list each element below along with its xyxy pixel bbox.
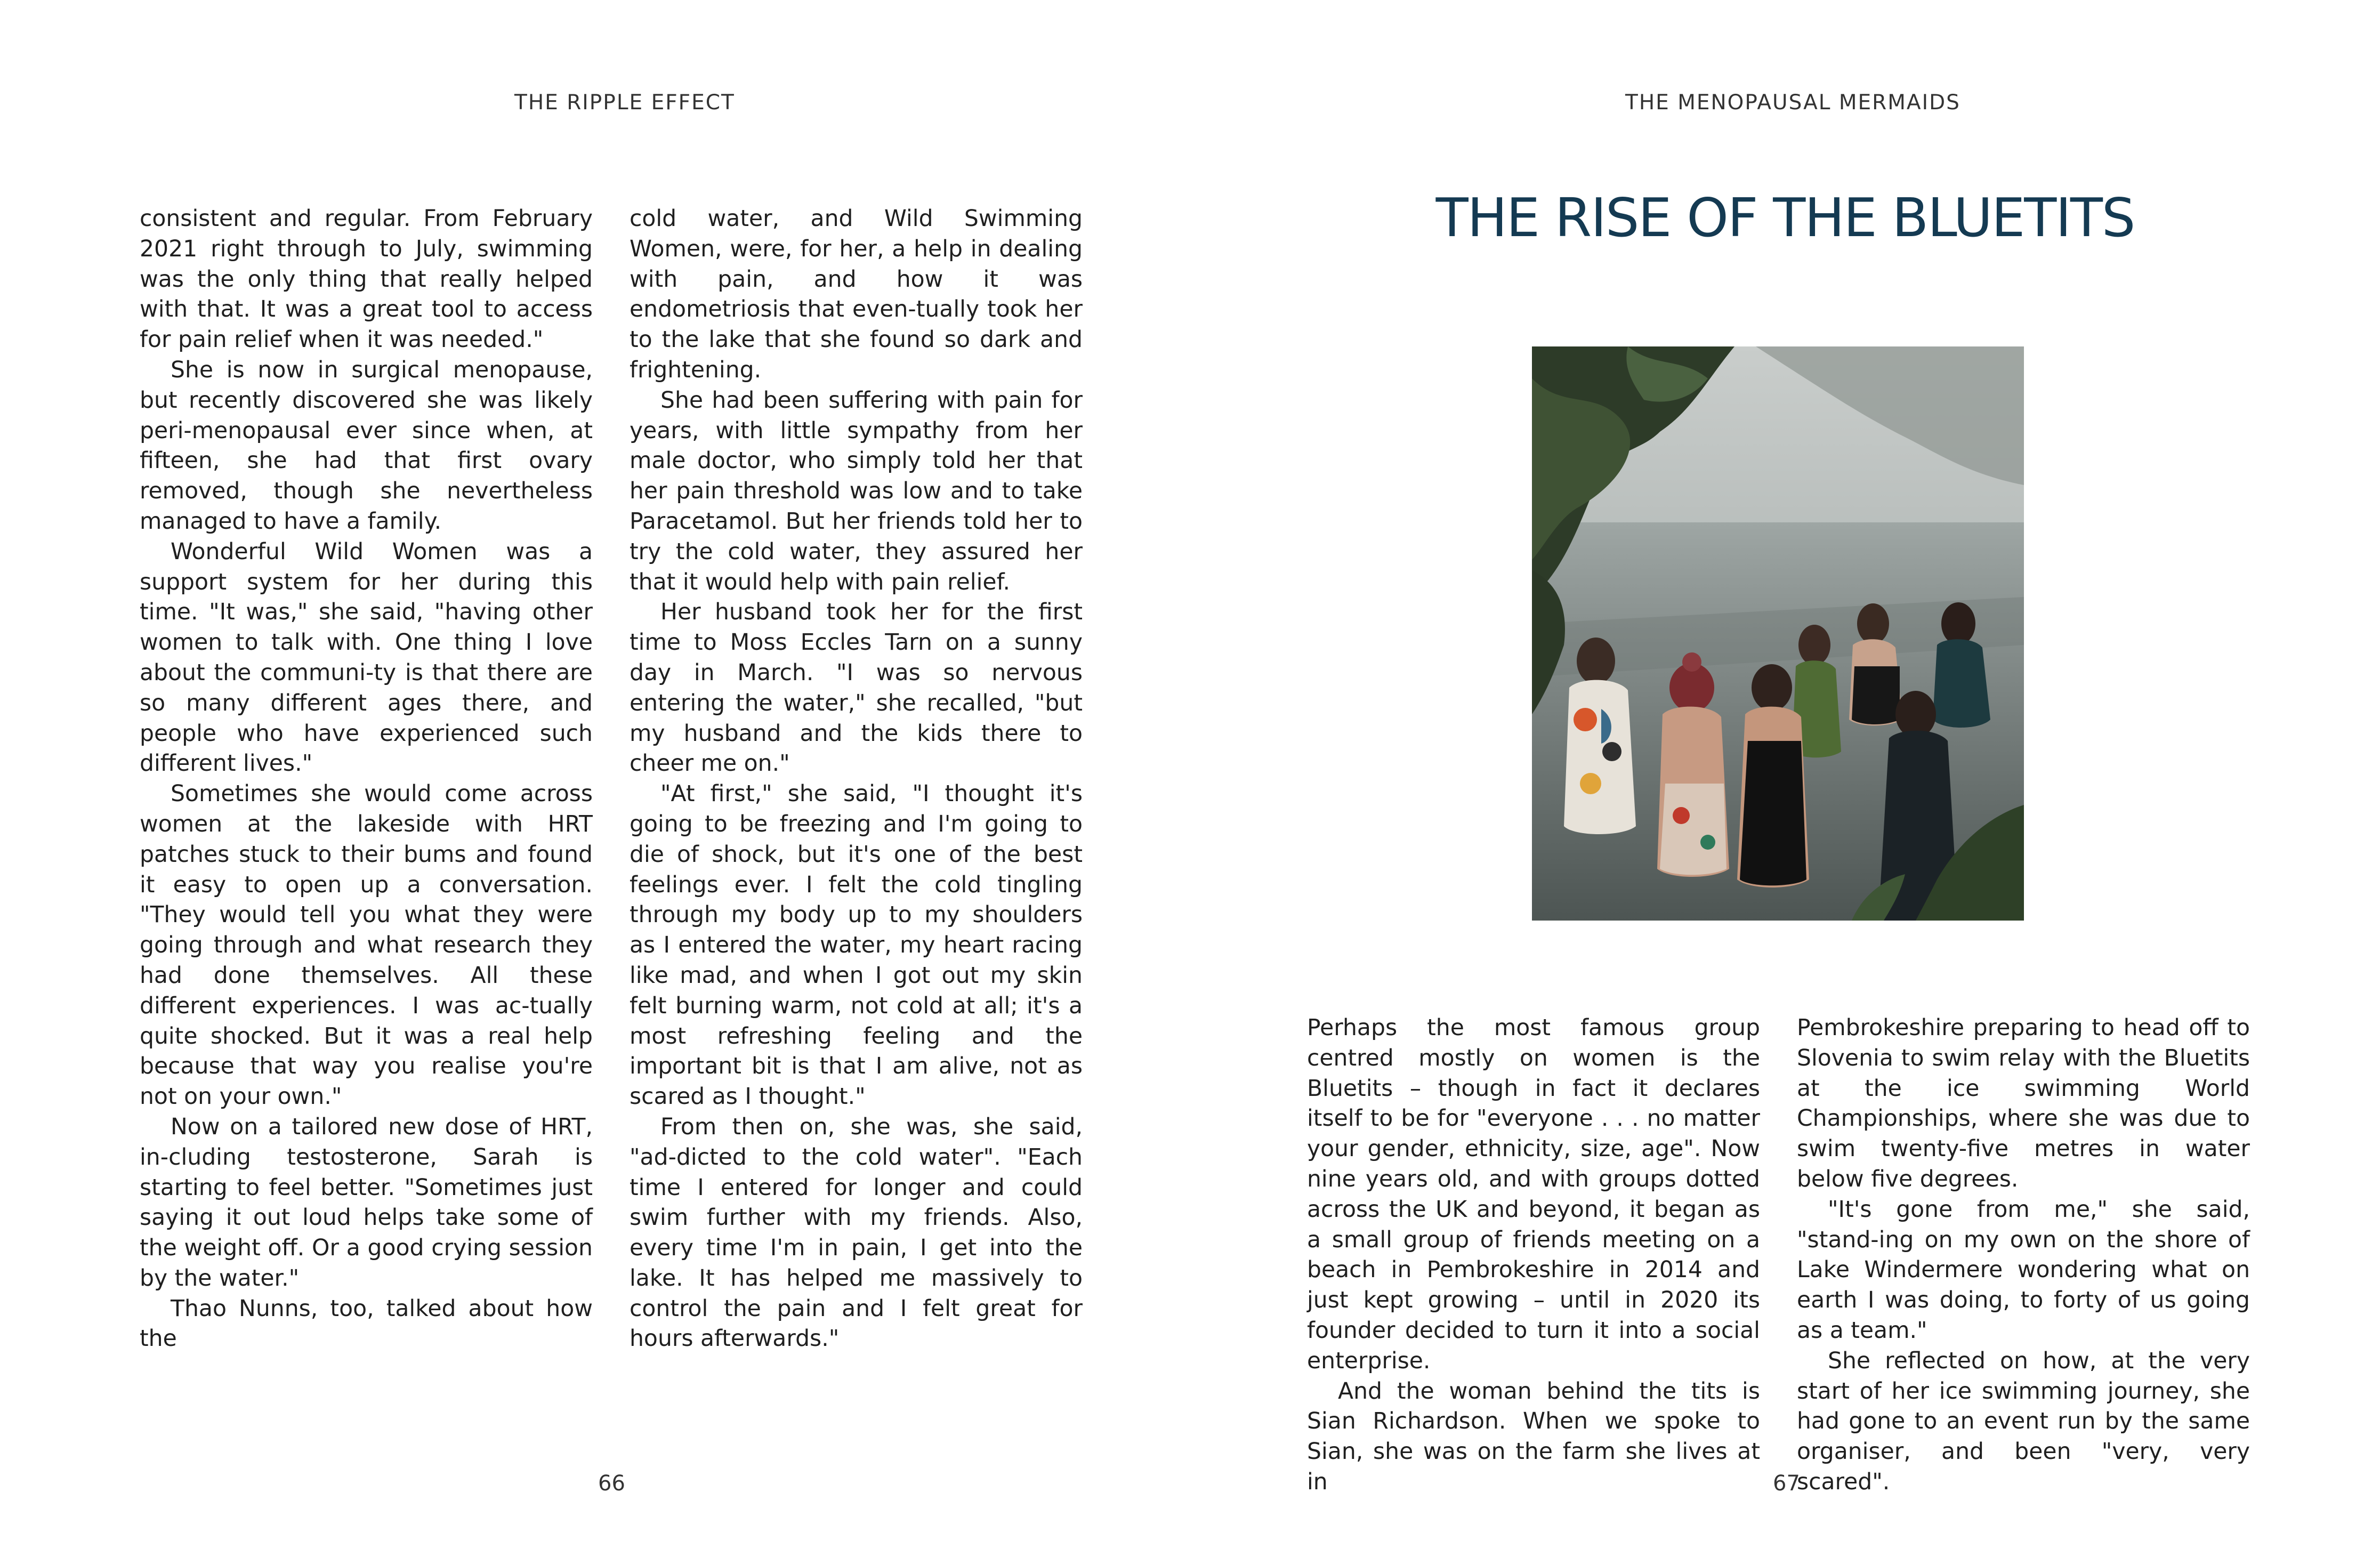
running-head: THE MENOPAUSAL MERMAIDS (1625, 91, 1961, 115)
paragraph: She is now in surgical menopause, but recently discovered she was likely peri-menopausal ever since when, at fifteen, she had that first ovary removed, though she nevertheless managed to have a family. (140, 357, 593, 535)
paragraph: Pembrokeshire preparing to head off to Slovenia to swim relay with the Bluetits at the ice swimming World Championships, where she was due to swim twenty-five metres in water below five degrees. (1797, 1015, 2250, 1192)
photo-swimmers-entering-lake (1532, 346, 2024, 921)
right-page (1190, 0, 2380, 1549)
paragraph: Wonderful Wild Women was a support system for her during this time. "It was," she said, "having other women to talk with. One thing I love about the communi-ty is that there are so many different ages there, and people who have experienced such different lives." (140, 538, 593, 777)
running-head: THE RIPPLE EFFECT (514, 91, 735, 115)
paragraph: Thao Nunns, too, talked about how the (140, 1295, 593, 1352)
paragraph: Perhaps the most famous group centred mostly on women is the Bluetits – though in fact it declares itself to be for "everyone . . . no matter your gender, ethnicity, size, age". Now nine years old, and with groups dotted across the UK and beyond, it began as a small group of friends meeting on a beach in Pembrokeshire in 2014 and just kept growing – until in 2020 its founder decided to turn it into a social enterprise. (1307, 1015, 1760, 1374)
text-column-2 (1797, 1013, 2250, 1498)
text-column-2 (630, 204, 1083, 1354)
page-number: 67 (1773, 1471, 1800, 1496)
page-number: 66 (598, 1471, 625, 1496)
text-column-1 (1307, 1013, 1760, 1498)
paragraph: "At first," she said, "I thought it's going to be freezing and I'm going to die of shock, but it's one of the best feelings ever. I felt the cold tingling through my body up to my shoulders as I entered the water, my heart racing like mad, and when I got out my skin felt burning warm, not cold at all; it's a most refreshing feeling and the important bit is that I am alive, not as scared as I thought." (630, 781, 1083, 1110)
paragraph: "It's gone from me," she said, "stand-ing on my own on the shore of Lake Windermere wondering what on earth I was doing, to forty of us going as a team." (1797, 1196, 2250, 1344)
text-column-1 (140, 204, 593, 1354)
paragraph: Sometimes she would come across women at the lakeside with HRT patches stuck to their bums and found it easy to open up a conversation. "They would tell you what they were going through and what research they had done themselves. All these different experiences. I was ac-tually quite shocked. But it was a real help because that way you realise you're not on your own." (140, 781, 593, 1110)
chapter-headline: THE RISE OF THE BLUETITS (1435, 187, 2135, 249)
paragraph: And the woman behind the tits is Sian Richardson. When we spoke to Sian, she was on the farm she lives at in (1307, 1378, 1760, 1495)
paragraph: From then on, she was, she said, "ad-dicted to the cold water". "Each time I entered for longer and could swim further with my friends. Also, every time I'm in pain, I get into the lake. It has helped me massively to control the pain and I felt great for hours afterwards." (630, 1114, 1083, 1352)
paragraph: cold water, and Wild Swimming Women, were, for her, a help in dealing with pain, and how it was endometriosis that even-tually took her to the lake that she found so dark and frightening. (630, 206, 1083, 383)
paragraph: She reflected on how, at the very start of her ice swimming journey, she had gone to an event run by the same organiser, and been "very, very scared". (1797, 1348, 2250, 1495)
paragraph: consistent and regular. From February 2021 right through to July, swimming was the only thing that really helped with that. It was a great tool to access for pain relief when it was needed." (140, 206, 593, 353)
paragraph: Her husband took her for the first time to Moss Eccles Tarn on a sunny day in March. "I was so nervous entering the water," she recalled, "but my husband and the kids there to cheer me on." (630, 599, 1083, 777)
paragraph: She had been suffering with pain for years, with little sympathy from her male doctor, who simply told her that her pain threshold was low and to take Paracetamol. But her friends told her to try the cold water, they assured her that it would help with pain relief. (630, 387, 1083, 595)
paragraph: Now on a tailored new dose of HRT, in-cluding testosterone, Sarah is starting to feel better. "Sometimes just saying it out loud helps take some of the weight off. Or a good crying session by the water." (140, 1114, 593, 1292)
